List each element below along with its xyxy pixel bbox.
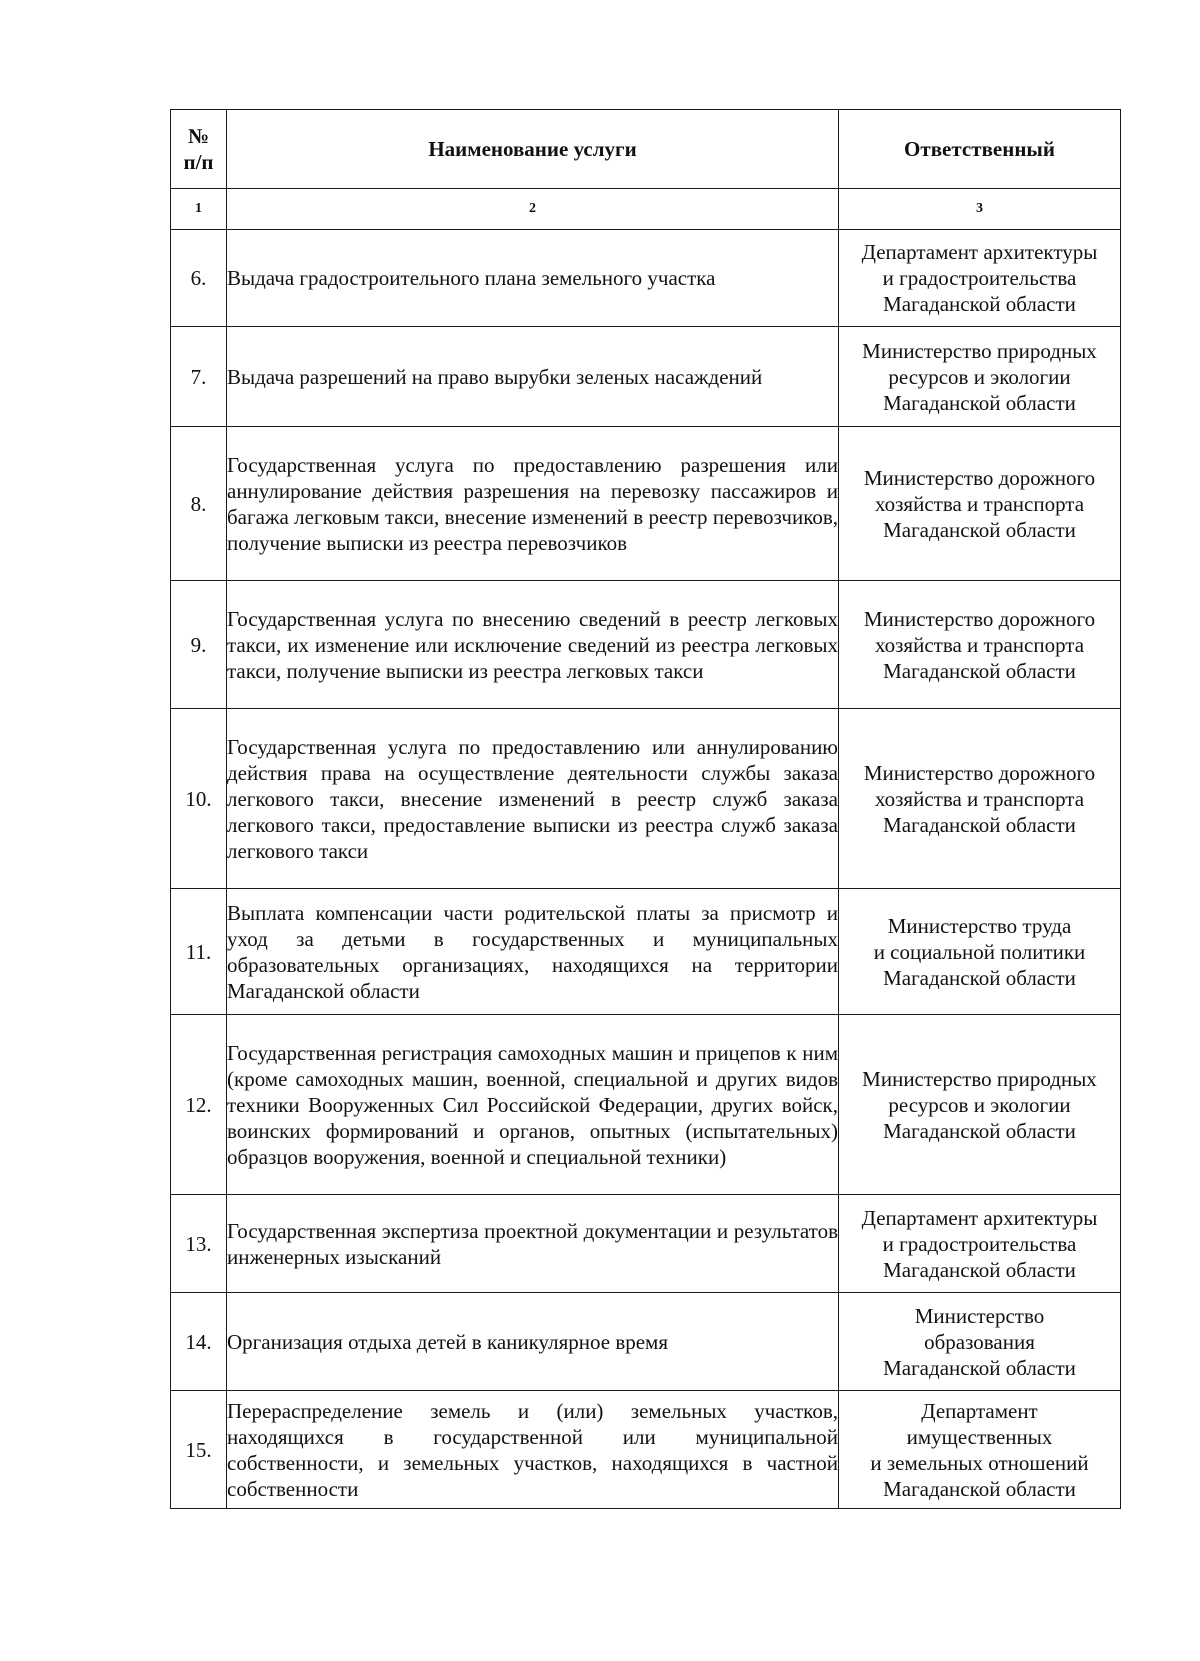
responsible-line: и градостроительства bbox=[882, 266, 1077, 290]
responsible-authority bbox=[839, 1391, 1121, 1509]
responsible-authority bbox=[839, 889, 1121, 1015]
responsible-line: образования bbox=[924, 1329, 1035, 1354]
responsible-line: Департамент bbox=[921, 1398, 1038, 1423]
header-service: Наименование услуги bbox=[227, 110, 839, 189]
responsible-line: Департамент архитектуры bbox=[861, 1205, 1098, 1230]
responsible-line: и земельных отношений bbox=[870, 1450, 1089, 1475]
service-name: Государственная услуга по внесению сведений в реестр легковых такси, их изменение или исключение сведений из реестра легковых такси, получение выписки из реестра легковых такси bbox=[227, 581, 839, 709]
row-number: 14. bbox=[171, 1293, 227, 1391]
responsible-line: Министерство природных bbox=[862, 338, 1097, 363]
service-name: Перераспределение земель и (или) земельных участков, находящихся в государственной или муниципальной собственности, и земельных участков, находящихся в частной собственности bbox=[227, 1391, 839, 1509]
responsible-line: Департамент архитектуры bbox=[861, 240, 1098, 264]
column-number-1: 1 bbox=[171, 189, 227, 230]
service-name: Организация отдыха детей в каникулярное время bbox=[227, 1293, 839, 1391]
row-number: 12. bbox=[171, 1015, 227, 1195]
responsible-line: хозяйства и транспорта bbox=[874, 786, 1085, 811]
responsible-authority bbox=[839, 230, 1121, 327]
responsible-authority bbox=[839, 327, 1121, 427]
service-name: Государственная услуга по предоставлению разрешения или аннулирование действия разрешения на перевозку пассажиров и багажа легковым такси, внесение изменений в реестр перевозчиков, получение выписки из реестра перевозчиков bbox=[227, 427, 839, 581]
responsible-line: Министерство дорожного bbox=[863, 760, 1096, 785]
table-row bbox=[171, 427, 1121, 581]
responsible-line: хозяйства и транспорта bbox=[874, 491, 1085, 516]
responsible-line: Магаданской области bbox=[883, 1355, 1076, 1380]
responsible-line: и градостроительства bbox=[882, 1231, 1077, 1256]
responsible-line: Магаданской области bbox=[883, 965, 1076, 990]
header-row bbox=[171, 110, 1121, 189]
responsible-line: Магаданской области bbox=[883, 1257, 1076, 1282]
responsible-authority bbox=[839, 1195, 1121, 1293]
table-body bbox=[171, 230, 1121, 1509]
table-row bbox=[171, 230, 1121, 327]
responsible-line: Магаданской области bbox=[883, 292, 1076, 316]
responsible-authority bbox=[839, 581, 1121, 709]
header-responsible: Ответственный bbox=[839, 110, 1121, 189]
responsible-authority bbox=[839, 709, 1121, 889]
column-number-3: 3 bbox=[839, 189, 1121, 230]
row-number: 11. bbox=[171, 889, 227, 1015]
row-number: 9. bbox=[171, 581, 227, 709]
responsible-line: ресурсов и экологии bbox=[888, 364, 1071, 389]
table-row bbox=[171, 709, 1121, 889]
responsible-line: Министерство дорожного bbox=[863, 606, 1096, 631]
table-row bbox=[171, 1195, 1121, 1293]
row-number: 13. bbox=[171, 1195, 227, 1293]
responsible-line: Магаданской области bbox=[883, 812, 1076, 837]
service-name: Выдача градостроительного плана земельного участка bbox=[227, 230, 839, 327]
responsible-line: и социальной политики bbox=[873, 939, 1086, 964]
header-num-label: № п/п bbox=[183, 124, 214, 174]
row-number: 6. bbox=[171, 230, 227, 327]
responsible-authority bbox=[839, 1293, 1121, 1391]
responsible-line: Министерство bbox=[914, 1303, 1045, 1328]
table-row bbox=[171, 889, 1121, 1015]
row-number: 7. bbox=[171, 327, 227, 427]
responsible-line: Магаданской области bbox=[883, 390, 1076, 415]
header-num bbox=[171, 110, 227, 189]
table-row bbox=[171, 1015, 1121, 1195]
responsible-authority bbox=[839, 427, 1121, 581]
service-name: Государственная регистрация самоходных машин и прицепов к ним (кроме самоходных машин, военной, специальной и других видов техники Вооруженных Сил Российской Федерации, других войск, воинских формирований и органов, опытных (испытательных) образцов вооружения, военной и специальной техники) bbox=[227, 1015, 839, 1195]
service-name: Государственная услуга по предоставлению или аннулированию действия права на осуществление деятельности службы заказа легкового такси, внесение изменений в реестр служб заказа легкового такси, предоставление выписки из реестра служб заказа легкового такси bbox=[227, 709, 839, 889]
table-row bbox=[171, 1391, 1121, 1509]
responsible-line: хозяйства и транспорта bbox=[874, 632, 1085, 657]
table-row bbox=[171, 327, 1121, 427]
column-number-2: 2 bbox=[227, 189, 839, 230]
services-table bbox=[170, 109, 1121, 1509]
service-name: Государственная экспертиза проектной документации и результатов инженерных изысканий bbox=[227, 1195, 839, 1293]
table-row bbox=[171, 581, 1121, 709]
responsible-line: Министерство природных bbox=[862, 1066, 1097, 1091]
service-name: Выдача разрешений на право вырубки зеленых насаждений bbox=[227, 327, 839, 427]
row-number: 10. bbox=[171, 709, 227, 889]
column-number-row bbox=[171, 189, 1121, 230]
responsible-line: ресурсов и экологии bbox=[888, 1092, 1071, 1117]
responsible-line: Магаданской области bbox=[883, 1476, 1076, 1501]
row-number: 15. bbox=[171, 1391, 227, 1509]
responsible-line: Магаданской области bbox=[883, 1118, 1076, 1143]
table-row bbox=[171, 1293, 1121, 1391]
responsible-authority bbox=[839, 1015, 1121, 1195]
row-number: 8. bbox=[171, 427, 227, 581]
responsible-line: Магаданской области bbox=[883, 517, 1076, 542]
responsible-line: имущественных bbox=[906, 1424, 1053, 1449]
service-name: Выплата компенсации части родительской платы за присмотр и уход за детьми в государственных и муниципальных образовательных организациях, находящихся на территории Магаданской области bbox=[227, 889, 839, 1015]
responsible-line: Министерство дорожного bbox=[863, 465, 1096, 490]
responsible-line: Министерство труда bbox=[887, 913, 1072, 938]
responsible-line: Магаданской области bbox=[883, 658, 1076, 683]
